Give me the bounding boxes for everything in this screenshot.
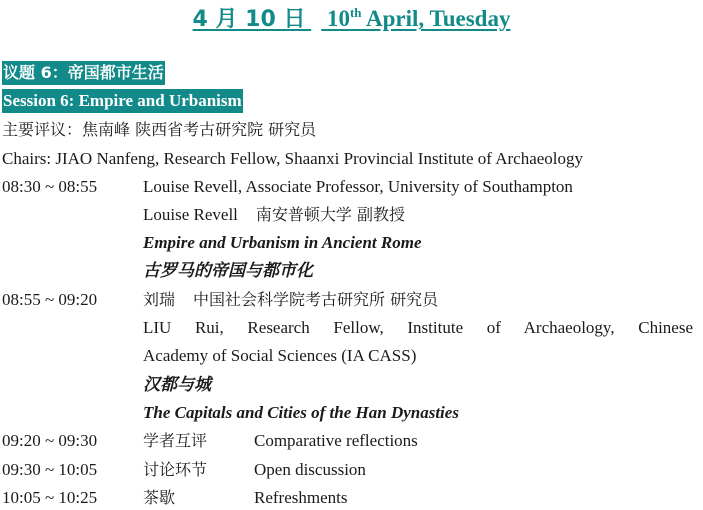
talk-2-title-zh: 汉都与城: [143, 375, 211, 395]
date-suffix: th: [349, 5, 362, 20]
date-day: 10: [326, 6, 350, 31]
talk-2-speaker-affil: 中国社会科学院考古研究所 研究员: [193, 290, 439, 309]
talk-1-time: 08:30 ~ 08:55: [2, 177, 98, 196]
session-title-en: Session 6: Empire and Urbanism: [2, 89, 243, 113]
schedule-row-2-en: Open discussion: [254, 460, 366, 479]
schedule-row-3-time: 10:05 ~ 10:25: [2, 488, 98, 507]
chair-zh: 主要评议：焦南峰 陕西省考古研究院 研究员: [2, 120, 317, 139]
talk-1-speaker-affil: 南安普顿大学 副教授: [255, 205, 405, 224]
talk-2-speaker-en-line1: LIU Rui, Research Fellow, Institute of Archaeology, Chinese: [143, 318, 693, 337]
talk-2-time: 08:55 ~ 09:20: [2, 290, 98, 309]
talk-1-speaker-zh: [143, 203, 405, 227]
schedule-row-1-time: 09:20 ~ 09:30: [2, 431, 98, 450]
schedule-row-1-en: Comparative reflections: [254, 431, 418, 450]
talk-2-title-en: The Capitals and Cities of the Han Dynasties: [143, 403, 459, 422]
schedule-row-2-time: 09:30 ~ 10:05: [2, 460, 98, 479]
talk-1-speaker-en: Louise Revell, Associate Professor, University of Southampton: [143, 177, 573, 196]
talk-2-speaker-zh: [143, 288, 438, 312]
schedule-row-2-zh: 讨论环节: [143, 460, 208, 479]
date-zh: 4 月 10 日: [192, 7, 306, 32]
chair-en: Chairs: JIAO Nanfeng, Research Fellow, Shaanxi Provincial Institute of Archaeology: [2, 149, 584, 168]
talk-1-speaker-name: Louise Revell: [143, 205, 238, 224]
talk-2-speaker-en-line2: Academy of Social Sciences (IA CASS): [143, 346, 417, 365]
date-rest: April, Tuesday: [366, 6, 511, 31]
talk-1-title-zh: 古罗马的帝国与都市化: [143, 261, 313, 281]
session-title-zh: 议题 6：帝国都市生活: [2, 61, 165, 85]
talk-1-title-en: Empire and Urbanism in Ancient Rome: [143, 233, 422, 252]
page-date-heading: [0, 2, 703, 33]
schedule-row-1-zh: 学者互评: [143, 431, 208, 450]
talk-2-speaker-name: 刘瑞: [143, 290, 176, 309]
schedule-row-3-en: Refreshments: [254, 488, 348, 507]
schedule-row-3-zh: 茶歇: [143, 488, 176, 507]
